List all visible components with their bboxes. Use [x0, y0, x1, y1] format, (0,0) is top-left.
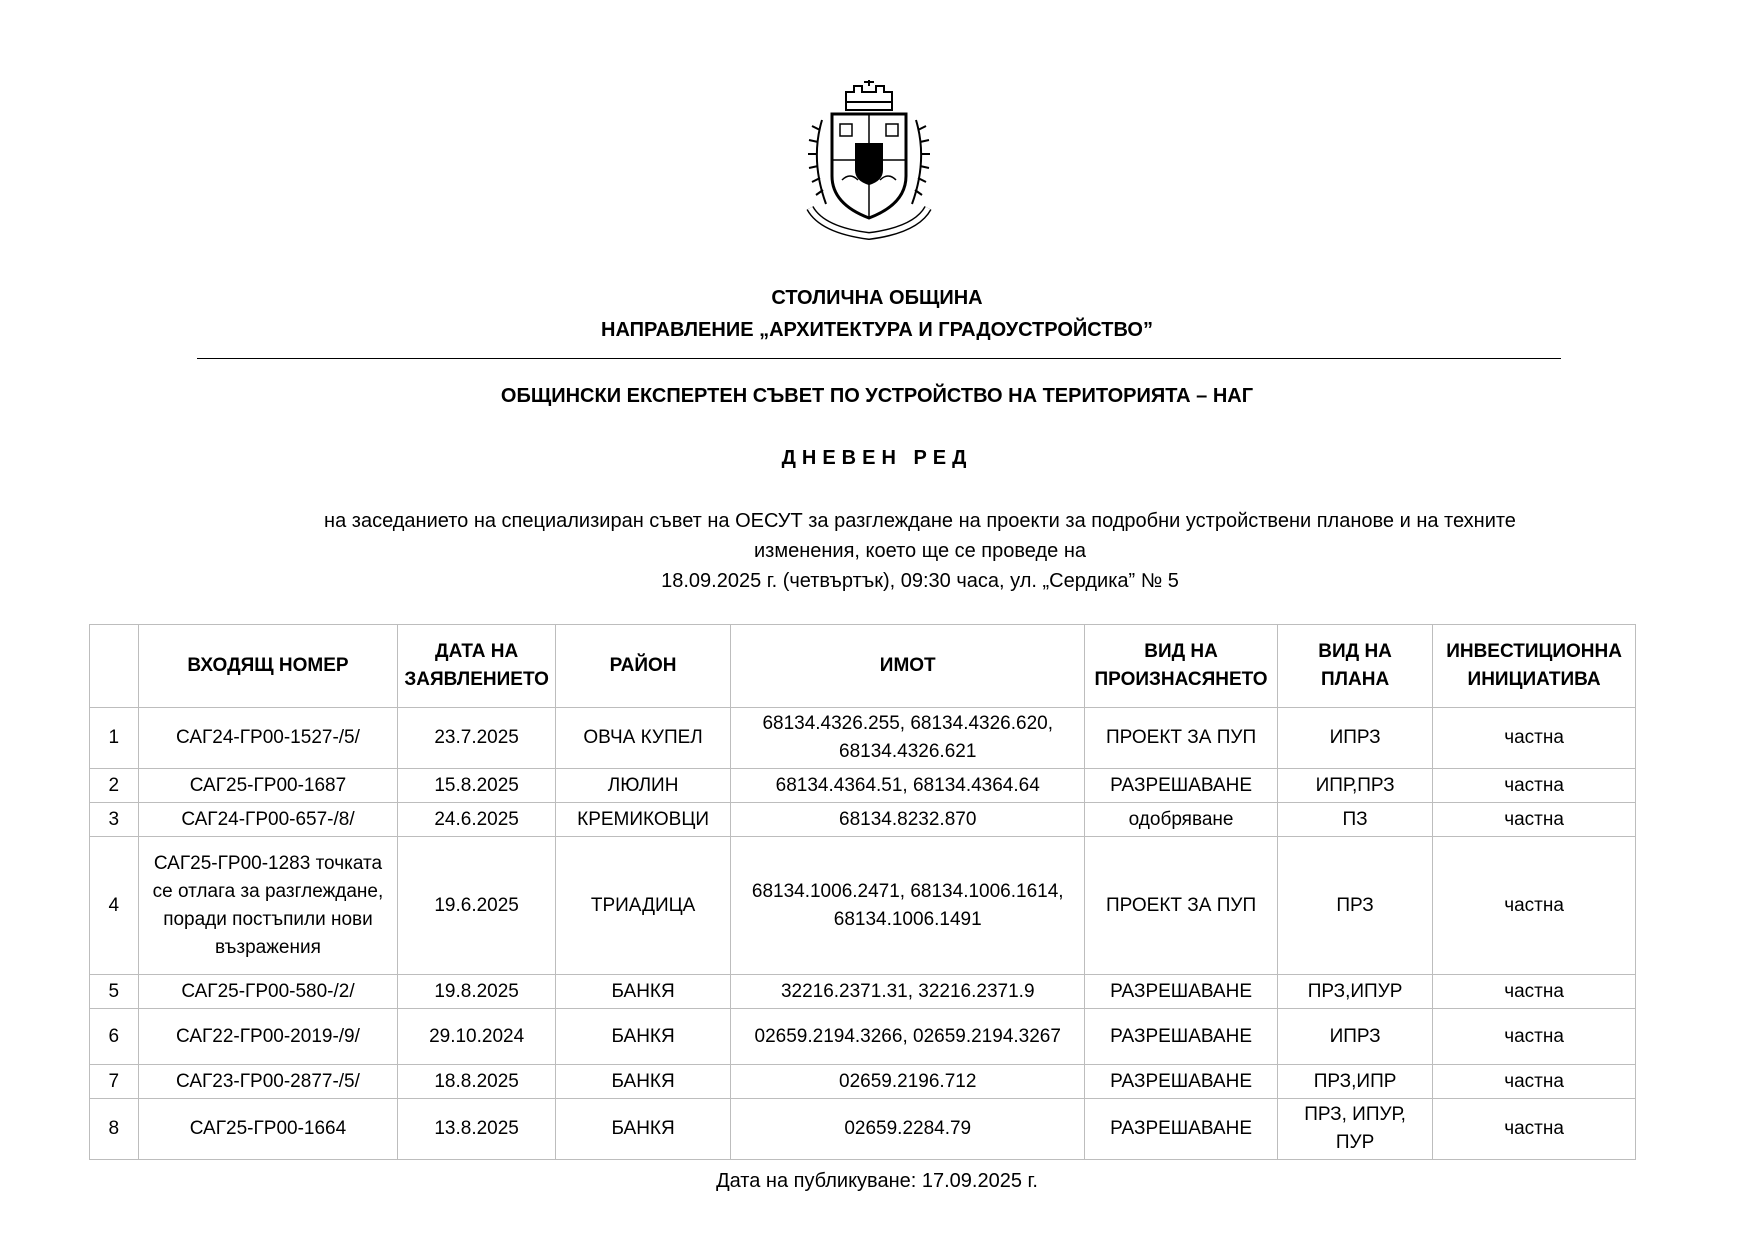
cell-index: 5	[90, 975, 139, 1009]
cell-plan-type: ПРЗ	[1278, 837, 1433, 975]
cell-district: БАНКЯ	[555, 1099, 730, 1160]
intro-line-2: изменения, което ще се проведе на	[754, 540, 1086, 562]
cell-index: 7	[90, 1065, 139, 1099]
cell-decision-type: ПРОЕКТ ЗА ПУП	[1085, 708, 1278, 769]
cell-application-date: 18.8.2025	[398, 1065, 555, 1099]
table-row	[90, 975, 1636, 1009]
cell-application-date: 13.8.2025	[398, 1099, 555, 1160]
cell-index: 2	[90, 769, 139, 803]
cell-incoming-number: САГ25-ГР00-1283 точката се отлага за разглеждане, поради постъпили нови възражения	[138, 837, 398, 975]
cell-district: ТРИАДИЦА	[555, 837, 730, 975]
cell-plan-type: ИПРЗ	[1278, 1009, 1433, 1065]
table-row	[90, 837, 1636, 975]
organization-name: СТОЛИЧНА ОБЩИНА	[771, 287, 983, 309]
cell-property: 02659.2194.3266, 02659.2194.3267	[731, 1009, 1085, 1065]
table-row	[90, 1099, 1636, 1160]
cell-incoming-number: САГ25-ГР00-580-/2/	[138, 975, 398, 1009]
cell-application-date: 29.10.2024	[398, 1009, 555, 1065]
cell-incoming-number: САГ23-ГР00-2877-/5/	[138, 1065, 398, 1099]
cell-plan-type: ПРЗ, ИПУР, ПУР	[1278, 1099, 1433, 1160]
cell-index: 4	[90, 837, 139, 975]
header-incoming-number: ВХОДЯЩ НОМЕР	[138, 625, 398, 708]
coat-of-arms-icon	[802, 80, 936, 244]
cell-plan-type: ИПР,ПРЗ	[1278, 769, 1433, 803]
council-heading: ОБЩИНСКИ ЕКСПЕРТЕН СЪВЕТ ПО УСТРОЙСТВО НА ТЕРИТОРИЯТА – НАГ	[500, 385, 1254, 407]
header-decision-type: ВИД НА ПРОИЗНАСЯНЕТО	[1085, 625, 1278, 708]
cell-investment-initiative: частна	[1433, 1099, 1636, 1160]
intro-line-1: на заседанието на специализиран съвет на ОЕСУТ за разглеждане на проекти за подробни устройствени планове и на техните	[324, 510, 1516, 532]
table-row	[90, 803, 1636, 837]
cell-application-date: 19.8.2025	[398, 975, 555, 1009]
cell-index: 3	[90, 803, 139, 837]
cell-incoming-number: САГ25-ГР00-1664	[138, 1099, 398, 1160]
cell-plan-type: ИПРЗ	[1278, 708, 1433, 769]
cell-district: БАНКЯ	[555, 1065, 730, 1099]
cell-district: ЛЮЛИН	[555, 769, 730, 803]
cell-investment-initiative: частна	[1433, 1065, 1636, 1099]
header-district: РАЙОН	[555, 625, 730, 708]
header-investment-initiative: ИНВЕСТИЦИОННА ИНИЦИАТИВА	[1433, 625, 1636, 708]
cell-district: ОВЧА КУПЕЛ	[555, 708, 730, 769]
table-row	[90, 708, 1636, 769]
cell-application-date: 15.8.2025	[398, 769, 555, 803]
table-row	[90, 1009, 1636, 1065]
document-title: ДНЕВЕН РЕД	[781, 447, 973, 469]
cell-decision-type: одобряване	[1085, 803, 1278, 837]
cell-index: 1	[90, 708, 139, 769]
cell-incoming-number: САГ22-ГР00-2019-/9/	[138, 1009, 398, 1065]
cell-incoming-number: САГ24-ГР00-657-/8/	[138, 803, 398, 837]
department-name: НАПРАВЛЕНИЕ „АРХИТЕКТУРА И ГРАДОУСТРОЙСТВО”	[601, 319, 1153, 341]
table-header-row	[90, 625, 1636, 708]
cell-application-date: 24.6.2025	[398, 803, 555, 837]
cell-decision-type: РАЗРЕШАВАНЕ	[1085, 1065, 1278, 1099]
cell-index: 6	[90, 1009, 139, 1065]
cell-property: 02659.2284.79	[731, 1099, 1085, 1160]
cell-investment-initiative: частна	[1433, 1009, 1636, 1065]
table-row	[90, 1065, 1636, 1099]
organization-heading	[0, 282, 1754, 346]
table-row	[90, 769, 1636, 803]
header-application-date: ДАТА НА ЗАЯВЛЕНИЕТО	[398, 625, 555, 708]
cell-property: 32216.2371.31, 32216.2371.9	[731, 975, 1085, 1009]
cell-investment-initiative: частна	[1433, 803, 1636, 837]
cell-incoming-number: САГ24-ГР00-1527-/5/	[138, 708, 398, 769]
cell-decision-type: ПРОЕКТ ЗА ПУП	[1085, 837, 1278, 975]
cell-property: 68134.4364.51, 68134.4364.64	[731, 769, 1085, 803]
cell-district: БАНКЯ	[555, 1009, 730, 1065]
meeting-intro	[170, 506, 1670, 596]
cell-investment-initiative: частна	[1433, 975, 1636, 1009]
cell-plan-type: ПРЗ,ИПР	[1278, 1065, 1433, 1099]
cell-plan-type: ПРЗ,ИПУР	[1278, 975, 1433, 1009]
cell-application-date: 19.6.2025	[398, 837, 555, 975]
cell-district: КРЕМИКОВЦИ	[555, 803, 730, 837]
cell-property: 68134.8232.870	[731, 803, 1085, 837]
cell-investment-initiative: частна	[1433, 708, 1636, 769]
cell-decision-type: РАЗРЕШАВАНЕ	[1085, 769, 1278, 803]
cell-decision-type: РАЗРЕШАВАНЕ	[1085, 1009, 1278, 1065]
cell-investment-initiative: частна	[1433, 837, 1636, 975]
header-plan-type: ВИД НА ПЛАНА	[1278, 625, 1433, 708]
header-divider	[197, 358, 1561, 359]
cell-property: 02659.2196.712	[731, 1065, 1085, 1099]
intro-line-3: 18.09.2025 г. (четвъртък), 09:30 часа, ул. „Сердика” № 5	[661, 570, 1179, 592]
header-property: ИМОТ	[731, 625, 1085, 708]
cell-decision-type: РАЗРЕШАВАНЕ	[1085, 975, 1278, 1009]
cell-decision-type: РАЗРЕШАВАНЕ	[1085, 1099, 1278, 1160]
cell-district: БАНКЯ	[555, 975, 730, 1009]
cell-property: 68134.4326.255, 68134.4326.620, 68134.4326.621	[731, 708, 1085, 769]
cell-investment-initiative: частна	[1433, 769, 1636, 803]
cell-application-date: 23.7.2025	[398, 708, 555, 769]
agenda-table	[89, 624, 1636, 1160]
cell-incoming-number: САГ25-ГР00-1687	[138, 769, 398, 803]
header-index	[90, 625, 139, 708]
cell-index: 8	[90, 1099, 139, 1160]
cell-plan-type: ПЗ	[1278, 803, 1433, 837]
cell-property: 68134.1006.2471, 68134.1006.1614, 68134.1006.1491	[731, 837, 1085, 975]
publication-date: Дата на публикуване: 17.09.2025 г.	[716, 1170, 1038, 1192]
